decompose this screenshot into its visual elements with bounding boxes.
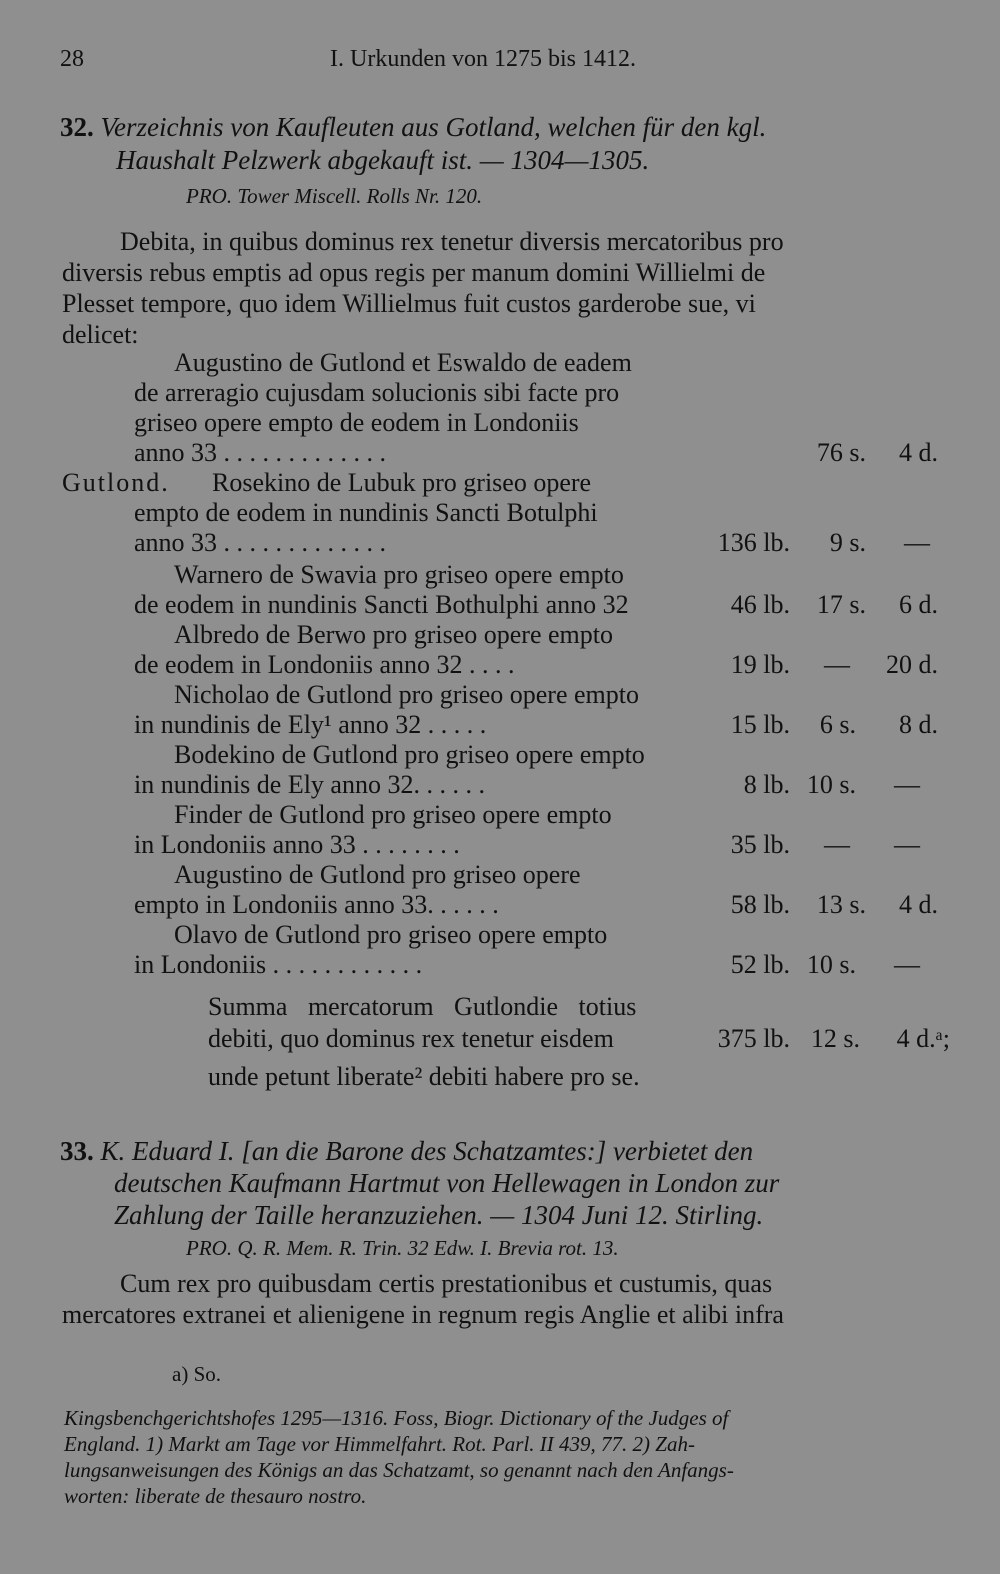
entry1-line3: griseo opere empto de eodem in Londoniis bbox=[134, 408, 579, 437]
doc33-source: PRO. Q. R. Mem. R. Trin. 32 Edw. I. Brevia rot. 13. bbox=[186, 1236, 619, 1260]
entry7-shillings: — bbox=[824, 830, 850, 859]
entry6-line2: in nundinis de Ely anno 32. . . . . . bbox=[134, 770, 485, 799]
entry1-line4: anno 33 . . . . . . . . . . . . . bbox=[134, 438, 387, 467]
entry9-line1: Olavo de Gutlond pro griseo opere empto bbox=[174, 920, 608, 949]
entry7-line1: Finder de Gutlond pro griseo opere empto bbox=[174, 800, 612, 829]
entry3-shillings: 17 s. bbox=[816, 590, 866, 619]
entry8-line2: empto in Londoniis anno 33. . . . . . bbox=[134, 890, 499, 919]
textual-note-a: a) So. bbox=[172, 1362, 221, 1386]
entry9-pence: — bbox=[894, 950, 920, 979]
entry5-pence: 8 d. bbox=[899, 710, 938, 739]
entry3-line1: Warnero de Swavia pro griseo opere empto bbox=[174, 560, 624, 589]
entry1-line2: de arreragio cujusdam solucionis sibi facte pro bbox=[134, 378, 620, 407]
footnote-line1: Kingsbenchgerichtshofes 1295—1316. Foss, Biogr. Dictionary of the Judges of bbox=[64, 1406, 729, 1430]
doc32-title-line2: Haushalt Pelzwerk abgekauft ist. — 1304—1305. bbox=[116, 145, 650, 175]
entry8-pence: 4 d. bbox=[899, 890, 938, 919]
doc32-intro-line2: diversis rebus emptis ad opus regis per manum domini Willielmi de bbox=[62, 258, 766, 287]
summa-shillings: 12 s. bbox=[810, 1024, 860, 1053]
entry9-pounds: 52 lb. bbox=[730, 950, 790, 979]
running-title: I. Urkunden von 1275 bis 1412. bbox=[330, 46, 636, 72]
summa-line3: unde petunt liberate² debiti habere pro se. bbox=[208, 1062, 640, 1091]
page-number: 28 bbox=[60, 46, 84, 72]
entry4-pounds: 19 lb. bbox=[730, 650, 790, 679]
entry6-shillings: 10 s. bbox=[806, 770, 856, 799]
entry5-shillings: 6 s. bbox=[819, 710, 856, 739]
doc32-title-line1: Verzeichnis von Kaufleuten aus Gotland, welchen für den kgl. bbox=[100, 112, 767, 142]
entry5-pounds: 15 lb. bbox=[730, 710, 790, 739]
entry2-pounds: 136 lb. bbox=[717, 528, 790, 557]
footnote-line3: lungsanweisungen des Königs an das Schatzamt, so genannt nach den Anfangs- bbox=[64, 1458, 734, 1482]
summa-line1: Summa mercatorum Gutlondie totius bbox=[208, 992, 637, 1021]
footnote-line2: England. 1) Markt am Tage vor Himmelfahrt. Rot. Parl. II 439, 77. 2) Zah- bbox=[64, 1432, 695, 1456]
summa-pence: 4 d.ᵃ; bbox=[896, 1024, 950, 1053]
doc33-text-line2: mercatores extranei et alienigene in regnum regis Anglie et alibi infra bbox=[62, 1300, 784, 1329]
footnote-line4: worten: liberate de thesauro nostro. bbox=[64, 1484, 367, 1508]
summa-line2: debiti, quo dominus rex tenetur eisdem bbox=[208, 1024, 614, 1053]
doc32-source: PRO. Tower Miscell. Rolls Nr. 120. bbox=[186, 184, 483, 208]
entry9-line2: in Londoniis . . . . . . . . . . . . bbox=[134, 950, 423, 979]
entry1-pence: 4 d. bbox=[899, 438, 938, 467]
entry5-line1: Nicholao de Gutlond pro griseo opere empto bbox=[174, 680, 639, 709]
doc33-title-line3: Zahlung der Taille heranzuziehen. — 1304 Juni 12. Stirling. bbox=[114, 1200, 764, 1230]
doc33-title-line1: K. Eduard I. [an die Barone des Schatzamtes:] verbietet den bbox=[100, 1136, 754, 1166]
doc32-intro-line1: Debita, in quibus dominus rex tenetur diversis mercatoribus pro bbox=[120, 227, 784, 256]
entry4-pence: 20 d. bbox=[886, 650, 938, 679]
entry4-line2: de eodem in Londoniis anno 32 . . . . bbox=[134, 650, 515, 679]
entry7-pence: — bbox=[894, 830, 920, 859]
doc33-text-line1: Cum rex pro quibusdam certis prestationibus et custumis, quas bbox=[120, 1269, 773, 1298]
entry7-pounds: 35 lb. bbox=[730, 830, 790, 859]
entry9-shillings: 10 s. bbox=[806, 950, 856, 979]
entry6-line1: Bodekino de Gutlond pro griseo opere empto bbox=[174, 740, 645, 769]
entry4-line1: Albredo de Berwo pro griseo opere empto bbox=[174, 620, 613, 649]
entry6-pence: — bbox=[894, 770, 920, 799]
entry3-pence: 6 d. bbox=[899, 590, 938, 619]
entry8-pounds: 58 lb. bbox=[730, 890, 790, 919]
entry2-line3: anno 33 . . . . . . . . . . . . . bbox=[134, 528, 387, 557]
entry8-shillings: 13 s. bbox=[816, 890, 866, 919]
entry7-line2: in Londoniis anno 33 . . . . . . . . bbox=[134, 830, 460, 859]
entry8-line1: Augustino de Gutlond pro griseo opere bbox=[174, 860, 581, 889]
doc33-number: 33. bbox=[60, 1136, 94, 1166]
entry3-line2: de eodem in nundinis Sancti Bothulphi anno 32 bbox=[134, 590, 629, 619]
entry5-line2: in nundinis de Ely¹ anno 32 . . . . . bbox=[134, 710, 487, 739]
entry2-line2: empto de eodem in nundinis Sancti Botulphi bbox=[134, 498, 598, 527]
doc33-heading bbox=[60, 1134, 753, 1168]
doc32-intro-line3: Plesset tempore, quo idem Willielmus fuit custos garderobe sue, vi bbox=[62, 289, 756, 318]
doc33-title-line2: deutschen Kaufmann Hartmut von Hellewagen in London zur bbox=[114, 1168, 780, 1198]
entry1-line1: Augustino de Gutlond et Eswaldo de eadem bbox=[174, 348, 632, 377]
entry2-shillings: 9 s. bbox=[829, 528, 866, 557]
summa-pounds: 375 lb. bbox=[717, 1024, 790, 1053]
entry3-pounds: 46 lb. bbox=[730, 590, 790, 619]
entry6-pounds: 8 lb. bbox=[743, 770, 790, 799]
doc32-number: 32. bbox=[60, 112, 94, 142]
margin-label-gutlond: Gutlond. bbox=[62, 468, 170, 497]
entry1-shillings: 76 s. bbox=[816, 438, 866, 467]
entry2-pence: — bbox=[904, 528, 930, 557]
doc32-intro-line4: delicet: bbox=[62, 320, 139, 349]
entry4-shillings: — bbox=[824, 650, 850, 679]
doc32-heading bbox=[60, 110, 766, 144]
entry2-line1: Rosekino de Lubuk pro griseo opere bbox=[212, 468, 592, 497]
